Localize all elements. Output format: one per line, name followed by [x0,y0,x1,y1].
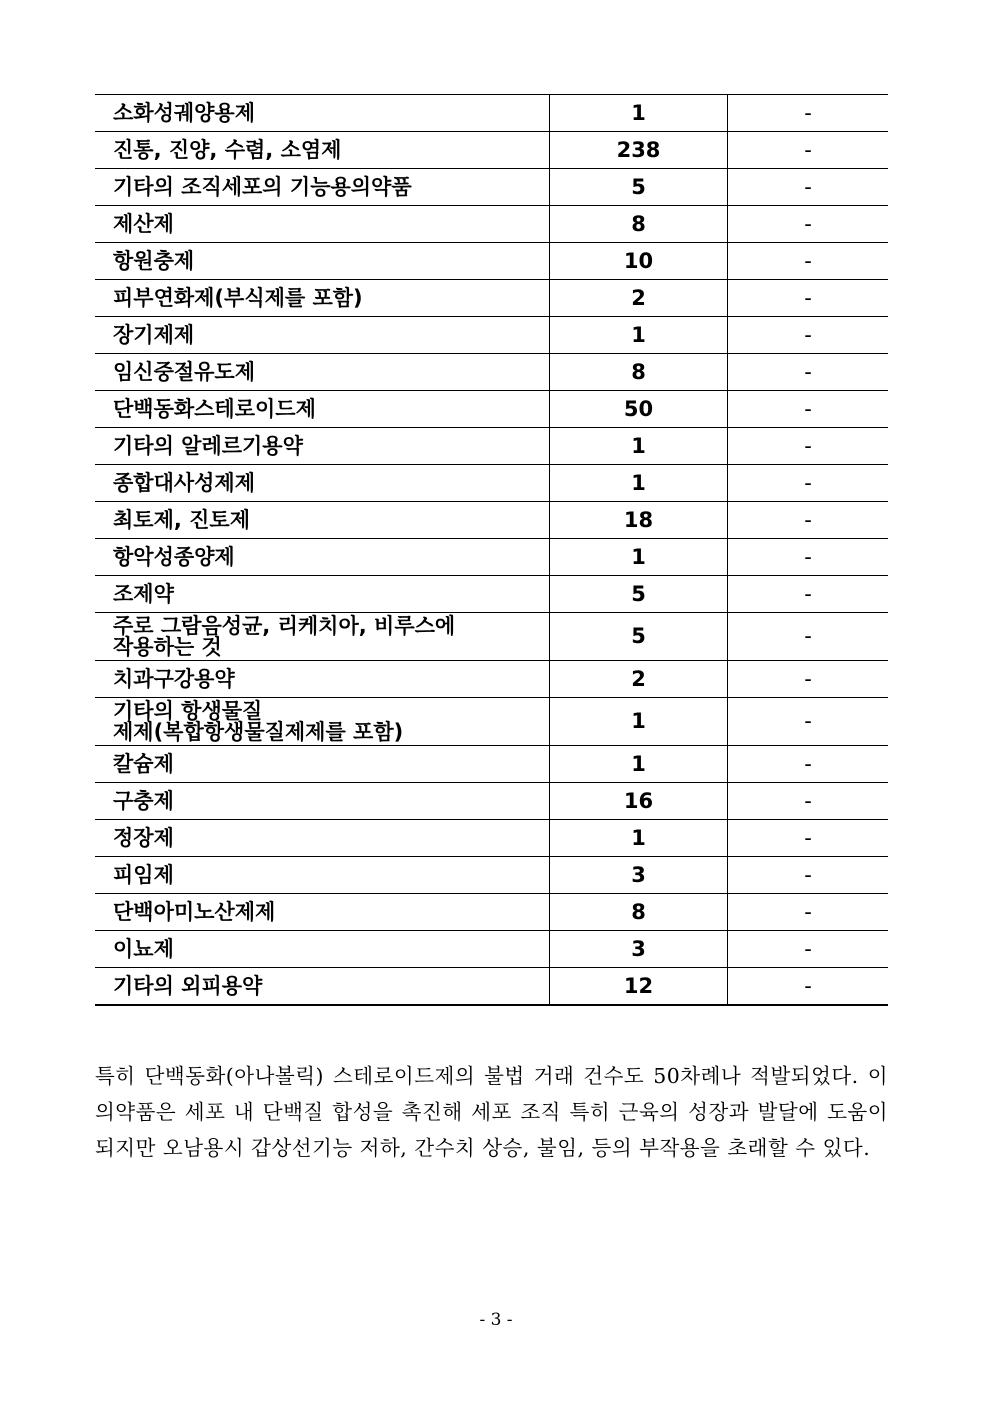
case-count-cell: 12 [550,968,728,1006]
drug-category-cell: 임신중절유도제 [95,354,550,391]
case-count-cell: 1 [550,465,728,502]
other-value-cell: - [728,354,889,391]
drug-category-line-2: 제제(복합항생물질제제를 포함) [113,719,404,744]
case-count-cell: 1 [550,746,728,783]
other-value-cell: - [728,857,889,894]
drug-category-line-2: 작용하는 것 [113,634,222,659]
case-count-cell: 1 [550,428,728,465]
case-count-cell: 1 [550,95,728,132]
drug-category-cell: 단백아미노산제제 [95,894,550,931]
other-value-cell: - [728,428,889,465]
table-row [95,428,888,465]
drug-category-cell: 항악성종양제 [95,539,550,576]
table-row [95,576,888,613]
table-row [95,613,888,661]
drug-category-cell: 제산제 [95,206,550,243]
drug-category-table [95,94,888,1006]
drug-category-line-1: 기타의 항생물질 [113,698,263,723]
drug-category-line-1: 주로 그람음성균, 리케치아, 비루스에 [113,613,456,638]
drug-category-cell: 정장제 [95,820,550,857]
case-count-cell: 8 [550,206,728,243]
case-count-cell: 8 [550,354,728,391]
drug-category-cell: 단백동화스테로이드제 [95,391,550,428]
drug-category-cell: 소화성궤양용제 [95,95,550,132]
drug-category-cell: 종합대사성제제 [95,465,550,502]
other-value-cell: - [728,169,889,206]
table-row [95,317,888,354]
table-row [95,95,888,132]
drug-category-cell: 항원충제 [95,243,550,280]
table-row [95,894,888,931]
case-count-cell: 1 [550,539,728,576]
other-value-cell: - [728,465,889,502]
table-row [95,661,888,698]
table-row [95,698,888,746]
other-value-cell: - [728,968,889,1006]
case-count-cell: 10 [550,243,728,280]
other-value-cell: - [728,317,889,354]
case-count-cell: 5 [550,169,728,206]
other-value-cell: - [728,783,889,820]
drug-category-cell: 기타의 알레르기용약 [95,428,550,465]
table-row [95,783,888,820]
case-count-cell: 2 [550,661,728,698]
other-value-cell: - [728,894,889,931]
drug-category-cell [95,613,550,661]
table-row [95,502,888,539]
other-value-cell: - [728,539,889,576]
table-row [95,857,888,894]
case-count-cell: 5 [550,613,728,661]
other-value-cell: - [728,661,889,698]
drug-category-cell [95,698,550,746]
drug-category-cell: 진통, 진양, 수렴, 소염제 [95,132,550,169]
other-value-cell: - [728,391,889,428]
table-row [95,391,888,428]
case-count-cell: 2 [550,280,728,317]
table-row [95,206,888,243]
table-row [95,820,888,857]
table-row [95,931,888,968]
other-value-cell: - [728,132,889,169]
drug-category-cell: 최토제, 진토제 [95,502,550,539]
drug-category-cell: 칼슘제 [95,746,550,783]
other-value-cell: - [728,820,889,857]
case-count-cell: 1 [550,317,728,354]
table-row [95,132,888,169]
case-count-cell: 238 [550,132,728,169]
page-number: - 3 - [479,1310,513,1330]
table-row [95,746,888,783]
other-value-cell: - [728,613,889,661]
case-count-cell: 18 [550,502,728,539]
case-count-cell: 1 [550,820,728,857]
drug-category-cell: 조제약 [95,576,550,613]
other-value-cell: - [728,502,889,539]
other-value-cell: - [728,746,889,783]
other-value-cell: - [728,280,889,317]
table-row [95,539,888,576]
table-row [95,243,888,280]
drug-category-cell: 이뇨제 [95,931,550,968]
case-count-cell: 5 [550,576,728,613]
other-value-cell: - [728,206,889,243]
table-row [95,354,888,391]
drug-category-cell: 치과구강용약 [95,661,550,698]
other-value-cell: - [728,576,889,613]
drug-category-cell: 기타의 외피용약 [95,968,550,1006]
table-row [95,968,888,1006]
case-count-cell: 1 [550,698,728,746]
drug-category-cell: 기타의 조직세포의 기능용의약품 [95,169,550,206]
table-row [95,280,888,317]
case-count-cell: 3 [550,857,728,894]
table-row [95,169,888,206]
other-value-cell: - [728,95,889,132]
case-count-cell: 16 [550,783,728,820]
case-count-cell: 8 [550,894,728,931]
drug-category-cell: 피임제 [95,857,550,894]
other-value-cell: - [728,243,889,280]
case-count-cell: 50 [550,391,728,428]
body-paragraph: 특히 단백동화(아나볼릭) 스테로이드제의 불법 거래 건수도 50차례나 적발되었다. 이 의약품은 세포 내 단백질 합성을 촉진해 세포 조직 특히 근육의 성장과 발달에 도움이 되지만 오남용시 갑상선기능 저하, 간수치 상승, 불임, 등의 부작용을 초래할 수 있다. [95,1063,888,1160]
drug-category-cell: 구충제 [95,783,550,820]
other-value-cell: - [728,698,889,746]
drug-category-cell: 피부연화제(부식제를 포함) [95,280,550,317]
table-row [95,465,888,502]
case-count-cell: 3 [550,931,728,968]
drug-category-cell: 장기제제 [95,317,550,354]
other-value-cell: - [728,931,889,968]
